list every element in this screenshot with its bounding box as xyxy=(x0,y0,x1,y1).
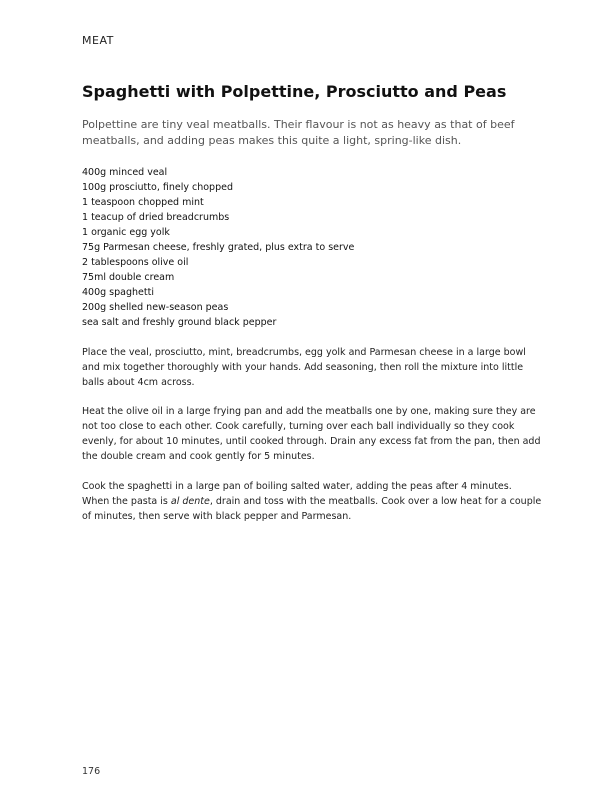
ingredient-item: 1 organic egg yolk xyxy=(82,227,170,238)
method-step-3 xyxy=(82,479,542,524)
method-step-3-text-end: , drain and toss with the meatballs. Cook over a low heat for a couple of minutes, then serve with black pepper and Parmesan. xyxy=(82,496,542,522)
ingredient-item: 2 tablespoons olive oil xyxy=(82,257,189,268)
method-step-3-text-start: Cook the spaghetti in a large pan of boiling salted water, adding the peas after 4 minutes. When the pasta is xyxy=(82,481,512,507)
ingredient-item: 75g Parmesan cheese, freshly grated, plus extra to serve xyxy=(82,242,355,253)
ingredient-item: sea salt and freshly ground black pepper xyxy=(82,317,277,328)
ingredient-item: 200g shelled new-season peas xyxy=(82,302,229,313)
method-step-1: Place the veal, prosciutto, mint, breadcrumbs, egg yolk and Parmesan cheese in a large bowl and mix together thoroughly with your hands. Add seasoning, then roll the mixture into little balls about 4cm across. xyxy=(82,347,526,388)
method-step-3-italic: al dente xyxy=(170,496,210,507)
ingredient-item: 1 teacup of dried breadcrumbs xyxy=(82,212,230,223)
ingredient-item: 75ml double cream xyxy=(82,272,175,283)
ingredient-list xyxy=(82,165,522,330)
section-label: MEAT xyxy=(82,34,114,47)
ingredient-item: 400g minced veal xyxy=(82,167,168,178)
recipe-intro: Polpettine are tiny veal meatballs. Their flavour is not as heavy as that of beef meatballs, and adding peas makes this quite a light, spring-like dish. xyxy=(82,118,515,147)
ingredient-item: 100g prosciutto, finely chopped xyxy=(82,182,233,193)
ingredient-item: 400g spaghetti xyxy=(82,287,154,298)
recipe-title: Spaghetti with Polpettine, Prosciutto and Peas xyxy=(82,82,507,101)
ingredient-item: 1 teaspoon chopped mint xyxy=(82,197,204,208)
page-number: 176 xyxy=(82,766,101,777)
method-step-2: Heat the olive oil in a large frying pan and add the meatballs one by one, making sure they are not too close to each other. Cook carefully, turning over each ball individually so they cook evenly, for about 10 minutes, until cooked through. Drain any excess fat from the pan, then add the double cream and cook gently for 5 minutes. xyxy=(82,406,541,462)
